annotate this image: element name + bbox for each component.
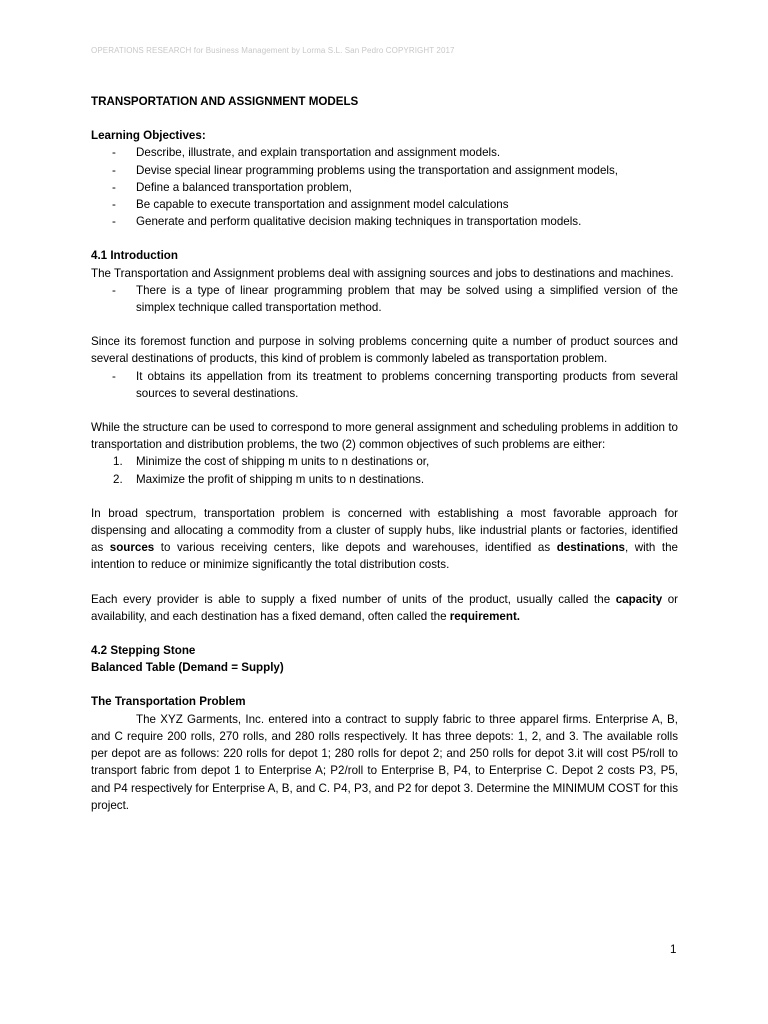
objectives-list	[91, 144, 678, 230]
text-run: or availability, and each destination has a fixed demand, often called the	[91, 592, 679, 623]
objectives-paragraph: While the structure can be used to correspond to more general assignment and scheduling problems in addition to transportation and distribution problems, the two (2) common objectives of such problems are either:	[91, 421, 678, 452]
number-marker: 1.	[113, 455, 123, 469]
objective-item	[91, 144, 678, 161]
problem-heading: The Transportation Problem	[91, 695, 246, 709]
document-title: TRANSPORTATION AND ASSIGNMENT MODELS	[91, 95, 359, 108]
objective-item	[91, 162, 678, 179]
objective-item	[91, 213, 678, 230]
bullet-marker: -	[112, 283, 116, 297]
intro-paragraph: The Transportation and Assignment problems deal with assigning sources and jobs to destinations and machines.	[91, 266, 674, 280]
bullet-marker: -	[112, 163, 116, 177]
intro-bullet-list	[91, 282, 678, 316]
intro-bullet-text: There is a type of linear programming problem that may be solved using a simplified version of the simplex technique called transportation method.	[136, 283, 678, 315]
objective-item	[91, 196, 678, 213]
objective-text: Be capable to execute transportation and assignment model calculations	[136, 198, 509, 212]
transport-bullet	[91, 368, 678, 402]
page-header: OPERATIONS RESEARCH for Business Management by Lorma S.L. San Pedro COPYRIGHT 2017	[91, 46, 455, 55]
bullet-marker: -	[112, 198, 116, 212]
numbered-text: Minimize the cost of shipping m units to n destinations or,	[136, 455, 430, 469]
numbered-item	[91, 453, 678, 470]
text-run: to various receiving centers, like depots and warehouses, identified as	[154, 541, 557, 555]
numbered-item	[91, 471, 678, 488]
broad-spectrum-paragraph	[91, 505, 678, 574]
objective-text: Define a balanced transportation problem,	[136, 180, 352, 194]
transport-bullet-list	[91, 368, 678, 402]
objective-item	[91, 179, 678, 196]
term-destinations: destinations	[556, 541, 625, 555]
stepping-stone-heading: 4.2 Stepping Stone	[91, 644, 196, 658]
number-marker: 2.	[113, 472, 123, 486]
text-run: Each every provider is able to supply a fixed number of units of the product, usually called the	[91, 592, 616, 606]
bullet-marker: -	[112, 146, 116, 160]
term-requirement: requirement.	[449, 609, 521, 623]
text-run: , with the intention to reduce or minimize significantly the total distribution costs.	[91, 541, 678, 572]
intro-heading: 4.1 Introduction	[91, 249, 178, 263]
objectives-numbered-list	[91, 453, 678, 487]
objective-text: Generate and perform qualitative decision making techniques in transportation models.	[136, 215, 582, 229]
document-body	[91, 93, 678, 814]
term-sources: sources	[109, 541, 155, 555]
balanced-table-subheading: Balanced Table (Demand = Supply)	[91, 661, 284, 675]
capacity-paragraph	[91, 591, 678, 625]
bullet-marker: -	[112, 215, 116, 229]
bullet-marker: -	[112, 180, 116, 194]
objective-text: Devise special linear programming problems using the transportation and assignment models,	[136, 163, 619, 177]
numbered-text: Maximize the profit of shipping m units to n destinations.	[136, 472, 425, 486]
objective-text: Describe, illustrate, and explain transportation and assignment models.	[136, 146, 501, 160]
transport-paragraph: Since its foremost function and purpose in solving problems concerning quite a number of product sources and several destinations of products, this kind of problem is commonly labeled as transportation problem.	[91, 335, 678, 366]
transport-bullet-text: It obtains its appellation from its treatment to problems concerning transporting products from several sources to several destinations.	[136, 369, 678, 400]
intro-bullet	[91, 282, 678, 316]
bullet-marker: -	[112, 369, 116, 383]
problem-text: The XYZ Garments, Inc. entered into a contract to supply fabric to three apparel firms. Enterprise A, B, and C require 200 rolls, 270 rolls, and 280 rolls respectively. It has three depots: 1, 2, and 3. The available rolls per depot are as follows: 220 rolls for depot 1; 280 rolls for depot 2; and 250 rolls for depot 3.it will cost P5/roll to transport fabric from depot 1 to Enterprise A; P2/roll to Enterprise B, P4, to Enterprise C. Depot 2 costs P3, P5, and P4 respectively for Enterprise A, B, and C. P4, P3, and P2 for depot 3. Determine the MINIMUM COST for this project.	[91, 712, 678, 812]
term-capacity: capacity	[615, 592, 663, 606]
text-run: In broad spectrum, transportation problem is concerned with establishing a most favorable approach for dispensing and allocating a commodity from a cluster of supply hubs, like industrial plants or factories, identified as	[91, 506, 678, 555]
objectives-heading: Learning Objectives:	[91, 129, 206, 143]
page-number: 1	[670, 943, 677, 956]
